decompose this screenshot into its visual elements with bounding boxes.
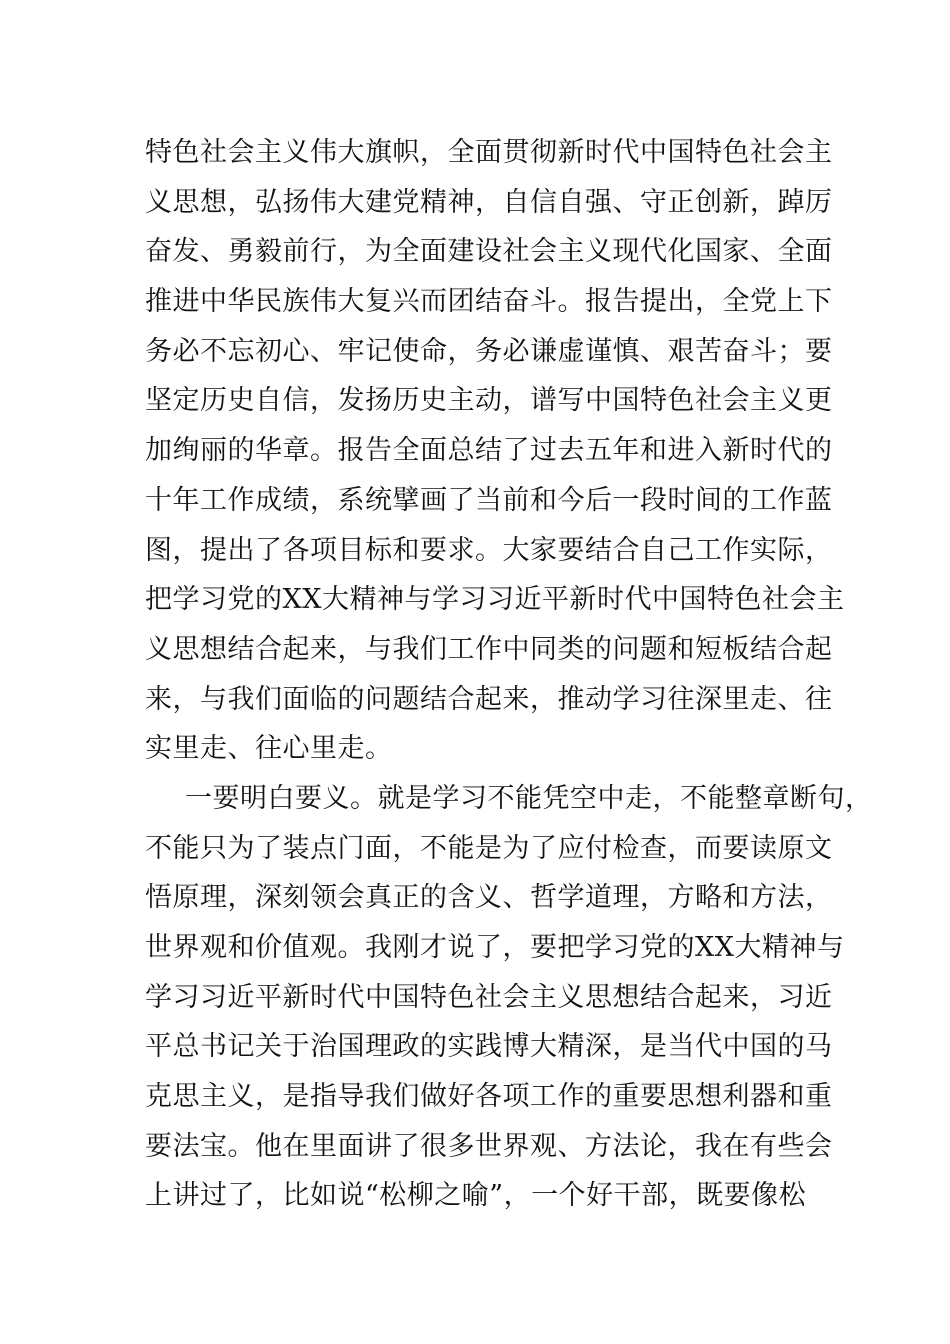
text-line: 平总书记关于治国理政的实践博大精深，是当代中国的马 <box>145 1031 833 1063</box>
paragraph-2 <box>145 774 873 1221</box>
text-line: 推进中华民族伟大复兴而团结奋斗。报告提出，全党上下 <box>145 286 833 318</box>
text-line: 把学习党的XX大精神与学习习近平新时代中国特色社会主 <box>145 584 845 616</box>
text-line: 上讲过了，比如说“松柳之喻”，一个好干部，既要像松 <box>145 1180 807 1212</box>
text-line: 图，提出了各项目标和要求。大家要结合自己工作实际， <box>145 534 833 566</box>
text-line: 要法宝。他在里面讲了很多世界观、方法论，我在有些会 <box>145 1130 833 1162</box>
text-line: 加绚丽的华章。报告全面总结了过去五年和进入新时代的 <box>145 435 833 467</box>
text-line: 坚定历史自信，发扬历史主动，谱写中国特色社会主义更 <box>145 385 833 417</box>
text-line: 特色社会主义伟大旗帜，全面贯彻新时代中国特色社会主 <box>145 137 833 168</box>
text-line: 奋发、勇毅前行，为全面建设社会主义现代化国家、全面 <box>145 236 833 268</box>
text-line: 实里走、往心里走。 <box>145 733 393 765</box>
text-line: 世界观和价值观。我刚才说了，要把学习党的XX大精神与 <box>145 932 845 963</box>
text-line: 来，与我们面临的问题结合起来，推动学习往深里走、往 <box>145 683 833 715</box>
text-line: 悟原理，深刻领会真正的含义、哲学道理，方略和方法， <box>145 882 833 914</box>
text-line: 克思主义，是指导我们做好各项工作的重要思想利器和重 <box>145 1081 833 1113</box>
text-line: 一要明白要义。就是学习不能凭空中走，不能整章断句， <box>185 782 873 814</box>
text-line: 十年工作成绩，系统擘画了当前和今后一段时间的工作蓝 <box>145 484 833 516</box>
paragraph-1 <box>145 128 845 774</box>
document-body <box>145 128 873 1221</box>
text-line: 务必不忘初心、牢记使命，务必谦虚谨慎、艰苦奋斗；要 <box>145 335 833 367</box>
text-line: 义思想结合起来，与我们工作中同类的问题和短板结合起 <box>145 633 833 665</box>
text-line: 义思想，弘扬伟大建党精神，自信自强、守正创新，踔厉 <box>145 186 833 218</box>
text-line: 不能只为了装点门面，不能是为了应付检查，而要读原文 <box>145 832 833 864</box>
text-line: 学习习近平新时代中国特色社会主义思想结合起来，习近 <box>145 981 833 1013</box>
